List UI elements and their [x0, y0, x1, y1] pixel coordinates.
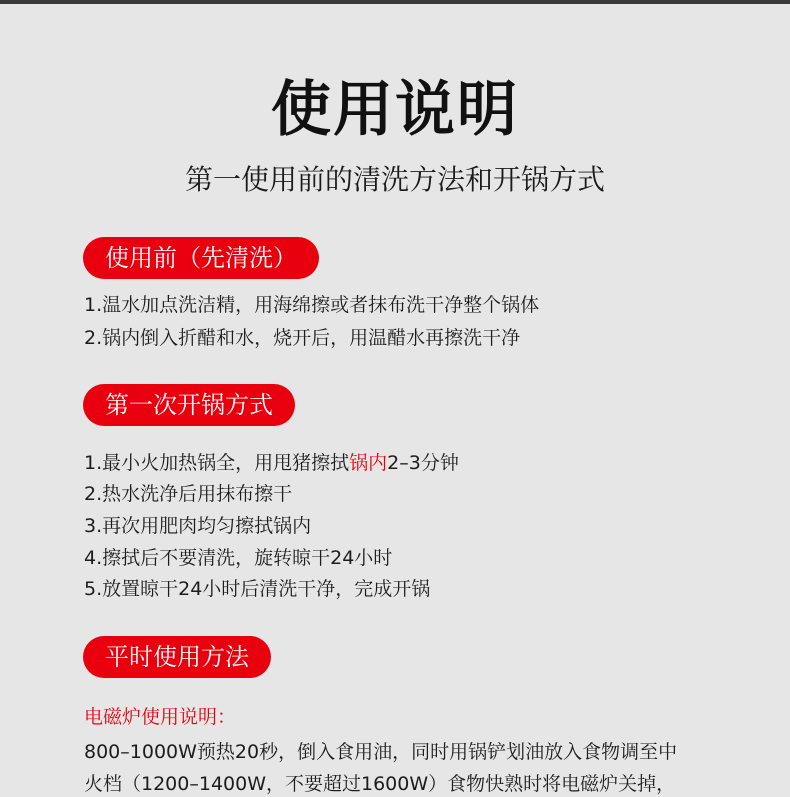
list-item: 2.锅内倒入折醋和水，烧开后，用温醋水再擦洗干净: [84, 327, 521, 349]
highlight-text: 锅内: [349, 452, 388, 474]
list-item-text: 1.最小火加热锅全，用甩猪擦拭: [84, 452, 350, 474]
section-heading-before-use: 使用前（先清洗）: [83, 237, 319, 279]
induction-label: 电磁炉使用说明：: [84, 706, 237, 728]
page-title: 使用说明: [271, 75, 519, 145]
paragraph-line: 800–1000W预热20秒，倒入食用油，同时用锅铲划油放入食物调至中: [84, 741, 678, 763]
paragraph-line: 火档（1200–1400W，不要超过1600W）食物快熟时将电磁炉关掉，: [84, 773, 676, 795]
list-item-text: 2–3分钟: [387, 452, 459, 474]
section-heading-first-seasoning: 第一次开锅方式: [83, 384, 295, 426]
list-item: 5.放置晾干24小时后清洗干净，完成开锅: [84, 578, 431, 600]
list-item: 2.热水洗净后用抹布擦干: [84, 483, 293, 505]
list-item: 1.温水加点洗洁精，用海绵擦或者抹布洗干净整个锅体: [84, 294, 540, 316]
list-item: 4.擦拭后不要清洗，旋转晾干24小时: [84, 547, 393, 569]
section-heading-daily-use: 平时使用方法: [83, 636, 271, 678]
list-item: 3.再次用肥肉均匀擦拭锅内: [84, 515, 312, 537]
top-border: [0, 0, 790, 4]
page-subtitle: 第一使用前的清洗方法和开锅方式: [184, 163, 605, 196]
list-item: [84, 450, 459, 476]
